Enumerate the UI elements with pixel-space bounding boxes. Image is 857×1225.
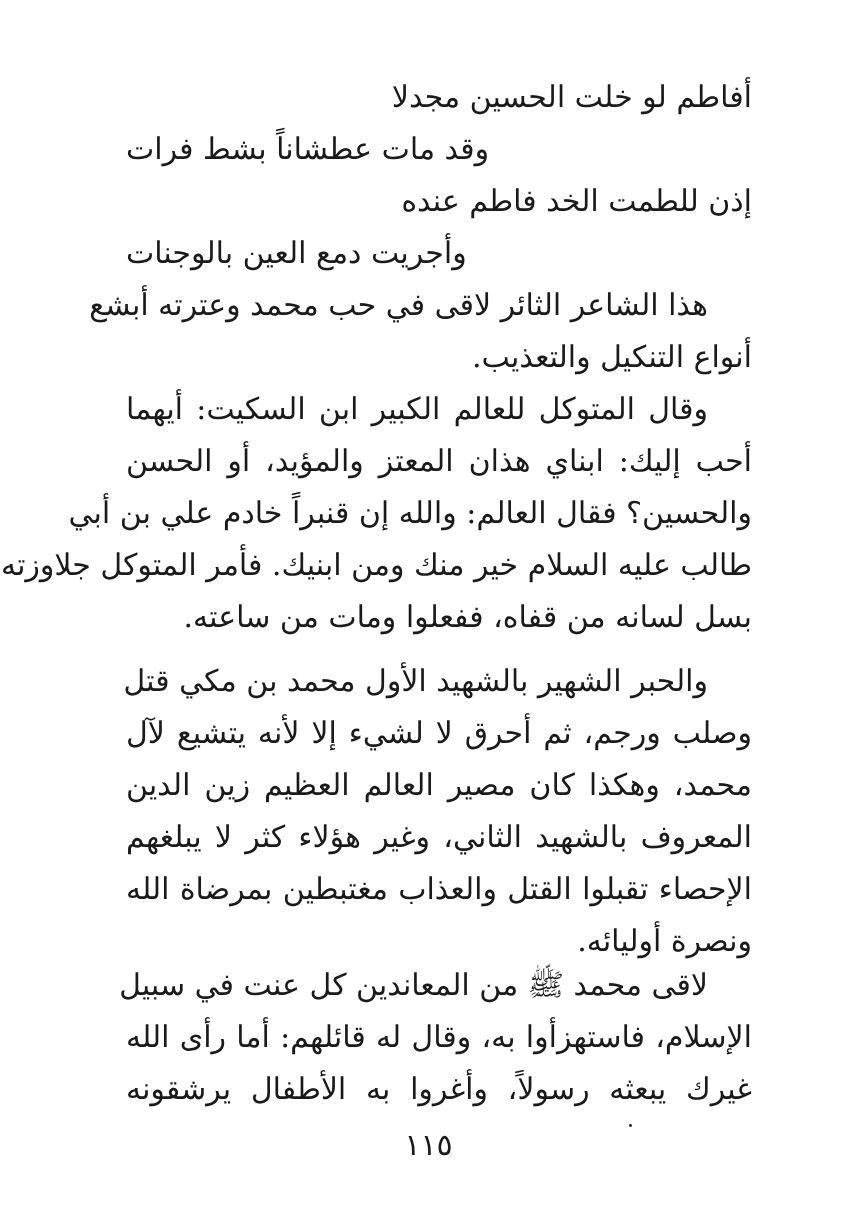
paragraph-3-line-3: محمد، وهكذا كان مصير العالم العظيم زين الدين: [126, 768, 752, 803]
paragraph-1-line-1: هذا الشاعر الثائر لاقى في حب محمد وعترته أبشع: [89, 288, 708, 323]
poem-verse-2: وقد مات عطشاناً بشط فرات: [126, 132, 490, 167]
paragraph-4-line-2: الإسلام، فاستهزأوا به، وقال له قائلهم: أما رأى الله: [126, 1020, 752, 1055]
paragraph-4-line-1: لاقى محمد ﷺ من المعاندين كل عنت في سبيل: [119, 968, 708, 1003]
paragraph-3-line-6: ونصرة أوليائه.: [577, 924, 752, 959]
paragraph-2-line-1: وقال المتوكل للعالم الكبير ابن السكيت: أيهما: [126, 392, 708, 427]
ink-speck: [629, 1124, 632, 1127]
poem-verse-1: أفاطم لو خلت الحسين مجدلا: [391, 80, 752, 115]
paragraph-2-line-2: أحب إليك: ابناي هذان المعتز والمؤيد، أو الحسن: [126, 444, 752, 479]
paragraph-1-line-2: أنواع التنكيل والتعذيب.: [472, 340, 752, 375]
poem-verse-4: وأجريت دمع العين بالوجنات: [126, 236, 467, 271]
poem-and-first-paragraph: [89, 72, 752, 384]
paragraph-2-line-4: طالب عليه السلام خير منك ومن ابنيك. فأمر المتوكل جلاوزته: [0, 548, 752, 583]
paragraph-2: [0, 384, 752, 644]
paragraph-3-line-4: المعروف بالشهيد الثاني، وغير هؤلاء كثر لا يبلغهم: [126, 820, 752, 855]
paragraph-3-line-1: والحبر الشهير بالشهيد الأول محمد بن مكي قتل: [123, 664, 708, 699]
paragraph-4-line-3: غيرك يبعثه رسولاً، وأغروا به الأطفال يرشقونه: [126, 1072, 752, 1107]
paragraph-4: [119, 960, 752, 1116]
paragraph-3-line-5: الإحصاء تقبلوا القتل والعذاب مغتبطين بمرضاة الله: [126, 872, 752, 907]
page-number: ١١٥: [404, 1128, 453, 1163]
poem-verse-3: إذن للطمت الخد فاطم عنده: [401, 184, 752, 219]
paragraph-2-line-5: بسل لسانه من قفاه، ففعلوا ومات من ساعته.: [183, 600, 752, 635]
paragraph-3: [123, 656, 752, 968]
paragraph-2-line-3: والحسين؟ فقال العالم: والله إن قنبراً خادم علي بن أبي: [68, 496, 752, 531]
paragraph-3-line-2: وصلب ورجم، ثم أحرق لا لشيء إلا لأنه يتشيع لآل: [126, 716, 752, 751]
